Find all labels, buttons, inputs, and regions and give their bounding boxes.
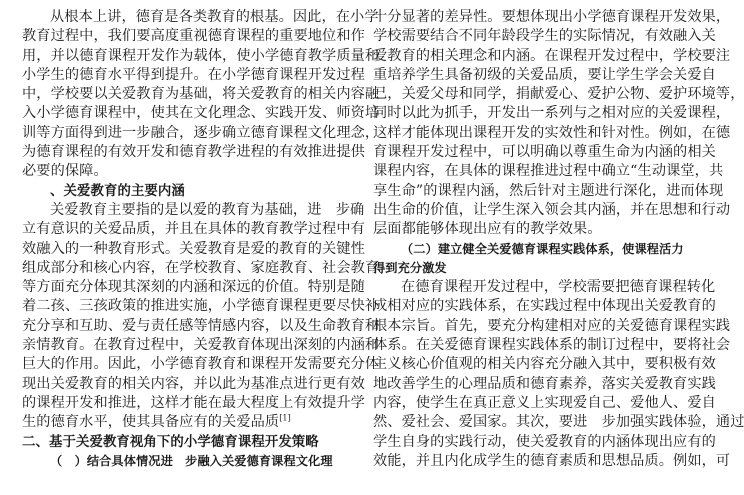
text-line: 地改善学生的心理品质和德育素养，落实关爱教育实践 (373, 375, 716, 392)
text-line: 巨大的作用。因此，小学德育教育和课程开发需要充分体 (22, 356, 380, 373)
section-heading-2: 二、基于关爱教育视角下的小学德育课程开发策略 (22, 434, 319, 450)
text-line: 享生命”的课程内涵，然后针对主题进行深化，进而体现 (373, 182, 724, 199)
text-line: 中，学校要以关爱教育为基础，将关爱教育的相关内容融 (22, 86, 380, 103)
subsection-heading-2: （二）建立健全关爱德育课程实践体系，使课程活力 (401, 241, 684, 256)
text-line: 成相对应的实践体系，在实践过程中体现出关爱教育的 (373, 298, 716, 315)
text-line: 课程内容，在具体的课程推进过程中确立“生动课堂，共 (373, 163, 724, 180)
text-line: 学校需要结合不同年龄段学生的实际情况，有效融入关 (373, 28, 716, 45)
citation-ref: [1] (279, 413, 291, 423)
subsection-heading-2-continued: 得到充分激发 (373, 260, 447, 275)
text-line: 重培养学生具备初级的关爱品质，要让学生学会关爱自 (373, 66, 716, 83)
text-line: 入小学德育课程中，使其在文化理念、实践开发、师资培 (22, 105, 380, 122)
text-line: 立有意识的关爱品质，并且在具体的教育教学过程中有 (22, 221, 365, 238)
text-line: 效融入的一种教育形式。关爱教育是爱的教育的关键性 (22, 240, 365, 257)
text-line: 为德育课程的有效开发和德育教学进程的有效推进提供 (22, 144, 365, 161)
text-line: 现出关爱教育的相关内容，并以此为基准点进行更有效 (22, 375, 365, 392)
continued-paragraph (373, 8, 744, 240)
text-line: 充分享和互助、爱与责任感等情感内容，以及生命教育和 (22, 317, 380, 334)
text-line: 效能，并且内化成学生的德育素质和思想品质。例如，可 (373, 452, 731, 469)
text-line: 小学生的德育水平得到提升。在小学德育课程开发过程 (22, 66, 365, 83)
right-column (373, 8, 744, 471)
subsection-heading-1: （ ）结合具体情况进 步融入关爱德育课程文化理 (50, 453, 333, 468)
text-line: 必要的保障。 (22, 163, 108, 180)
text-line: 等方面充分体现其深刻的内涵和深远的价值。特别是随 (22, 279, 365, 296)
text-line: 同时以此为抓手，开发出一系列与之相对应的关爱课程， (373, 105, 731, 122)
text-line: 从根本上讲，德育是各类教育的根基。因此，在小学 (50, 9, 379, 25)
text-line: 关爱教育主要指的是以爱的教育为基础，进 步确 (50, 201, 365, 218)
practice-system-paragraph (373, 278, 744, 471)
left-column (22, 8, 380, 471)
care-education-paragraph (22, 201, 380, 433)
text-line: 十分显著的差异性。要想体现出小学德育课程开发效果， (373, 9, 731, 25)
text-line: 这样才能体现出课程开发的实效性和针对性。例如，在德 (373, 124, 731, 141)
text-line: 亲情教育。在教育过程中，关爱教育体现出深刻的内涵和 (22, 337, 380, 354)
text-line: 层面都能够体现出应有的教学效果。 (373, 221, 602, 238)
text-line: 爱教育的相关理念和内涵。在课程开发过程中，学校要注 (373, 47, 731, 64)
text-line (22, 413, 356, 432)
text-line: 在德育课程开发过程中，学校需要把德育课程转化 (401, 279, 716, 296)
text-line: 训等方面得到进一步融合，逐步确立德育课程文化理念， (22, 124, 380, 141)
text-line: 的课程开发和推进，这样才能在最大程度上有效提升学 (22, 394, 365, 411)
text-line: 出生命的价值，让学生深入领会其内涵，并在思想和行动 (373, 201, 731, 218)
text-line: 己，关爱父母和同学，捐献爱心、爱护公物、爱护环境等， (373, 86, 744, 103)
text-line: 根本宗旨。首先，要充分构建相对应的关爱德育课程实践 (373, 317, 731, 334)
text-line: 主义核心价值观的相关内容充分融入其中，要积极有效 (373, 356, 716, 373)
section-heading-1: 、关爱教育的主要内涵 (50, 183, 185, 199)
text-line: 然、爱社会、爱国家。其次，要进 步加强实践体验，通过 (373, 414, 744, 431)
text-line: 组成部分和核心内容，在学校教育、家庭教育、社会教育 (22, 259, 380, 276)
text-line: 用，并以德育课程开发作为载体，使小学德育教学质量和 (22, 47, 380, 64)
text-span: 生的德育水平，使其具备应有的关爱品质 (22, 414, 280, 431)
text-line: 体系。在关爱德育课程实践体系的制订过程中，要将社会 (373, 337, 731, 354)
text-line: 学生自身的实践行动，使关爱教育的内涵体现出应有的 (373, 433, 716, 450)
text-line: 育课程开发过程中，可以明确以尊重生命为内涵的相关 (373, 144, 716, 161)
text-line: 教育过程中，我们要高度重视德育课程的重要地位和作 (22, 28, 365, 45)
text-line: 内容，使学生在真正意义上实现爱自己、爱他人、爱自 (373, 394, 716, 411)
text-line: 着二孩、三孩政策的推进实施，小学德育课程更要尽快补 (22, 298, 380, 315)
intro-paragraph (22, 8, 380, 182)
